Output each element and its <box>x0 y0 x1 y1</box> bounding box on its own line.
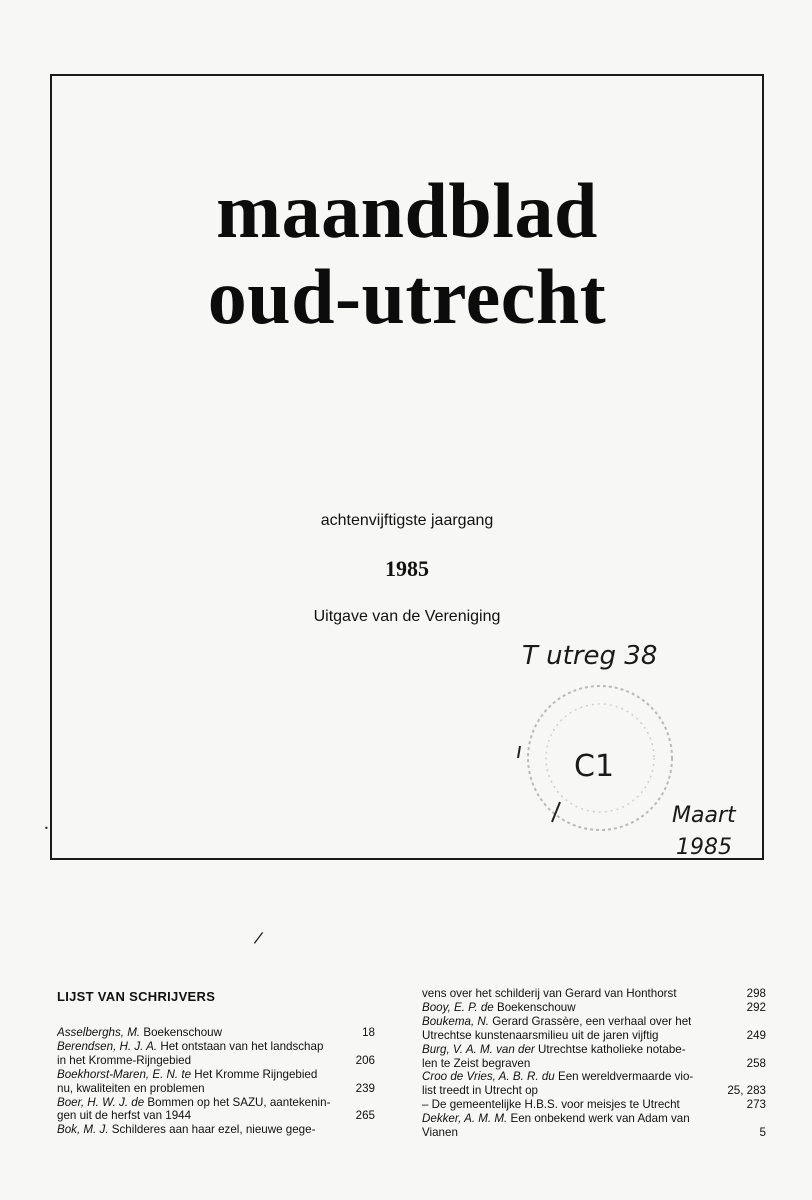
index-entry-title: Het ontstaan van het landschap <box>157 1039 324 1053</box>
index-entry-line <box>422 1112 766 1126</box>
index-entry-text <box>57 1068 317 1082</box>
index-entry-line <box>422 1015 766 1029</box>
volume-year: 1985 <box>385 556 429 581</box>
index-entry-text <box>422 1029 659 1043</box>
index-entry-title: list treedt in Utrecht op <box>422 1084 538 1098</box>
index-entry-author: Boukema, N. <box>422 1014 490 1028</box>
stray-tick: / <box>252 927 265 948</box>
index-entry-text <box>422 1112 690 1126</box>
index-entry-title: Schilderes aan haar ezel, nieuwe gege- <box>108 1123 316 1137</box>
index-entry-line <box>422 1070 766 1084</box>
index-entry-text <box>422 1070 693 1084</box>
index-entry-text <box>422 987 677 1001</box>
index-entry-author: Boekhorst-Maren, E. N. te <box>57 1067 192 1081</box>
index-entry-line <box>422 1126 766 1140</box>
index-entry-line <box>57 1026 375 1040</box>
index-entry-author: Burg, V. A. M. van der <box>422 1042 535 1056</box>
index-entry-page <box>369 1068 375 1082</box>
index-entry-page: 273 <box>746 1098 766 1112</box>
index-entry-text <box>422 1015 691 1029</box>
masthead-line-1: maandblad <box>216 167 598 254</box>
index-entry-title: – De gemeentelijke H.B.S. voor meisjes te Utrecht <box>422 1098 680 1112</box>
index-entry-page: 265 <box>355 1109 375 1123</box>
index-entry-author: Dekker, A. M. M. <box>422 1112 508 1126</box>
index-entry-page <box>760 1070 766 1084</box>
index-entry-line <box>422 1084 766 1098</box>
index-entry-title: Het Kromme Rijngebied <box>191 1067 318 1081</box>
index-entry-line <box>57 1082 375 1096</box>
index-entry-page <box>760 1015 766 1029</box>
index-column-left <box>57 1026 375 1137</box>
index-entry-title: Boekenschouw <box>493 1000 576 1014</box>
index-entry-title: gen uit de herfst van 1944 <box>57 1109 192 1123</box>
index-entry-page: 292 <box>746 1000 766 1014</box>
stamp-handwritten-code: T utreg 38 <box>522 641 658 671</box>
index-entry-page: 258 <box>746 1056 766 1070</box>
index-entry-title: Een wereldvermaarde vio- <box>554 1070 694 1084</box>
index-entry-page: 5 <box>759 1126 766 1140</box>
index-entry-title: Boekenschouw <box>140 1026 222 1039</box>
stamp-handwritten-year: 1985 <box>676 835 732 860</box>
index-entry-line <box>57 1096 375 1110</box>
index-entry-text <box>422 1001 576 1015</box>
index-entry-text <box>57 1040 323 1054</box>
index-column-right <box>422 987 766 1140</box>
index-entry-page: 25, 283 <box>727 1084 766 1098</box>
index-entry-title: len te Zeist begraven <box>422 1056 531 1070</box>
index-entry-page <box>760 1043 766 1057</box>
index-entry-title: nu, kwaliteiten en problemen <box>57 1081 205 1095</box>
cover-frame <box>50 74 764 860</box>
index-entry-text <box>57 1026 222 1040</box>
index-entry-text <box>57 1096 330 1110</box>
index-entry-title: Gerard Grassère, een verhaal over het <box>489 1014 692 1028</box>
stamp-circle-label: C1 <box>574 749 615 784</box>
index-entry-page: 298 <box>746 987 766 1000</box>
index-entry-line <box>57 1040 375 1054</box>
index-entry-title: Bommen op het SAZU, aantekenin- <box>144 1095 331 1109</box>
stamp-handwritten-month: Maart <box>672 803 736 828</box>
index-entry-page <box>369 1096 375 1110</box>
index-entry-page <box>369 1123 375 1137</box>
publisher-line: Uitgave van de Vereniging <box>313 608 501 625</box>
index-entry-title: vens over het schilderij van Gerard van Honthorst <box>422 987 677 1000</box>
index-entry-line <box>422 1029 766 1043</box>
volume-subtitle: achtenvijftigste jaargang <box>320 512 494 529</box>
index-heading: LIJST VAN SCHRIJVERS <box>57 989 216 1004</box>
index-entry-page: 249 <box>746 1028 766 1042</box>
index-entry-line <box>422 1001 766 1015</box>
masthead-line-2: oud-utrecht <box>207 253 607 340</box>
index-entry-page <box>760 1112 766 1126</box>
index-entry-title: Utrechtse kunstenaarsmilieu uit de jaren vijftig <box>422 1028 659 1042</box>
index-entry-text <box>422 1126 458 1140</box>
index-entry-author: Bok, M. J. <box>57 1123 109 1137</box>
index-entry-author: Croo de Vries, A. B. R. du <box>422 1070 555 1084</box>
index-entry-author: Berendsen, H. J. A. <box>57 1039 158 1053</box>
index-entry-author: Boer, H. W. J. de <box>57 1095 145 1109</box>
index-entry-title: in het Kromme-Rijngebied <box>57 1053 192 1067</box>
index-entry-text <box>422 1057 530 1071</box>
index-entry-author: Booy, E. P. de <box>422 1000 494 1014</box>
index-entry-line <box>57 1109 375 1123</box>
library-stamp-icon <box>482 626 752 866</box>
stray-dot: • <box>44 824 49 833</box>
index-entry-line <box>422 1098 766 1112</box>
index-entry-line <box>57 1054 375 1068</box>
index-entry-text <box>422 1098 680 1112</box>
index-entry-author: Asselberghs, M. <box>57 1026 141 1039</box>
index-entry-text <box>57 1109 191 1123</box>
index-entry-title: Utrechtse katholieke notabe- <box>534 1042 686 1056</box>
index-entry-title: Vianen <box>422 1126 458 1140</box>
index-entry-page: 206 <box>355 1053 375 1067</box>
index-entry-page: 18 <box>362 1026 375 1039</box>
index-entry-text <box>422 1043 686 1057</box>
index-entry-page <box>369 1040 375 1054</box>
index-entry-line <box>57 1123 375 1137</box>
index-entry-line <box>422 987 766 1001</box>
index-entry-text <box>57 1054 191 1068</box>
index-entry-text <box>422 1084 538 1098</box>
index-entry-line <box>422 1043 766 1057</box>
index-entry-page: 239 <box>355 1081 375 1095</box>
index-entry-line <box>422 1057 766 1071</box>
index-entry-line <box>57 1068 375 1082</box>
index-entry-text <box>57 1082 205 1096</box>
index-entry-title: Een onbekend werk van Adam van <box>507 1112 690 1126</box>
index-entry-text <box>57 1123 315 1137</box>
